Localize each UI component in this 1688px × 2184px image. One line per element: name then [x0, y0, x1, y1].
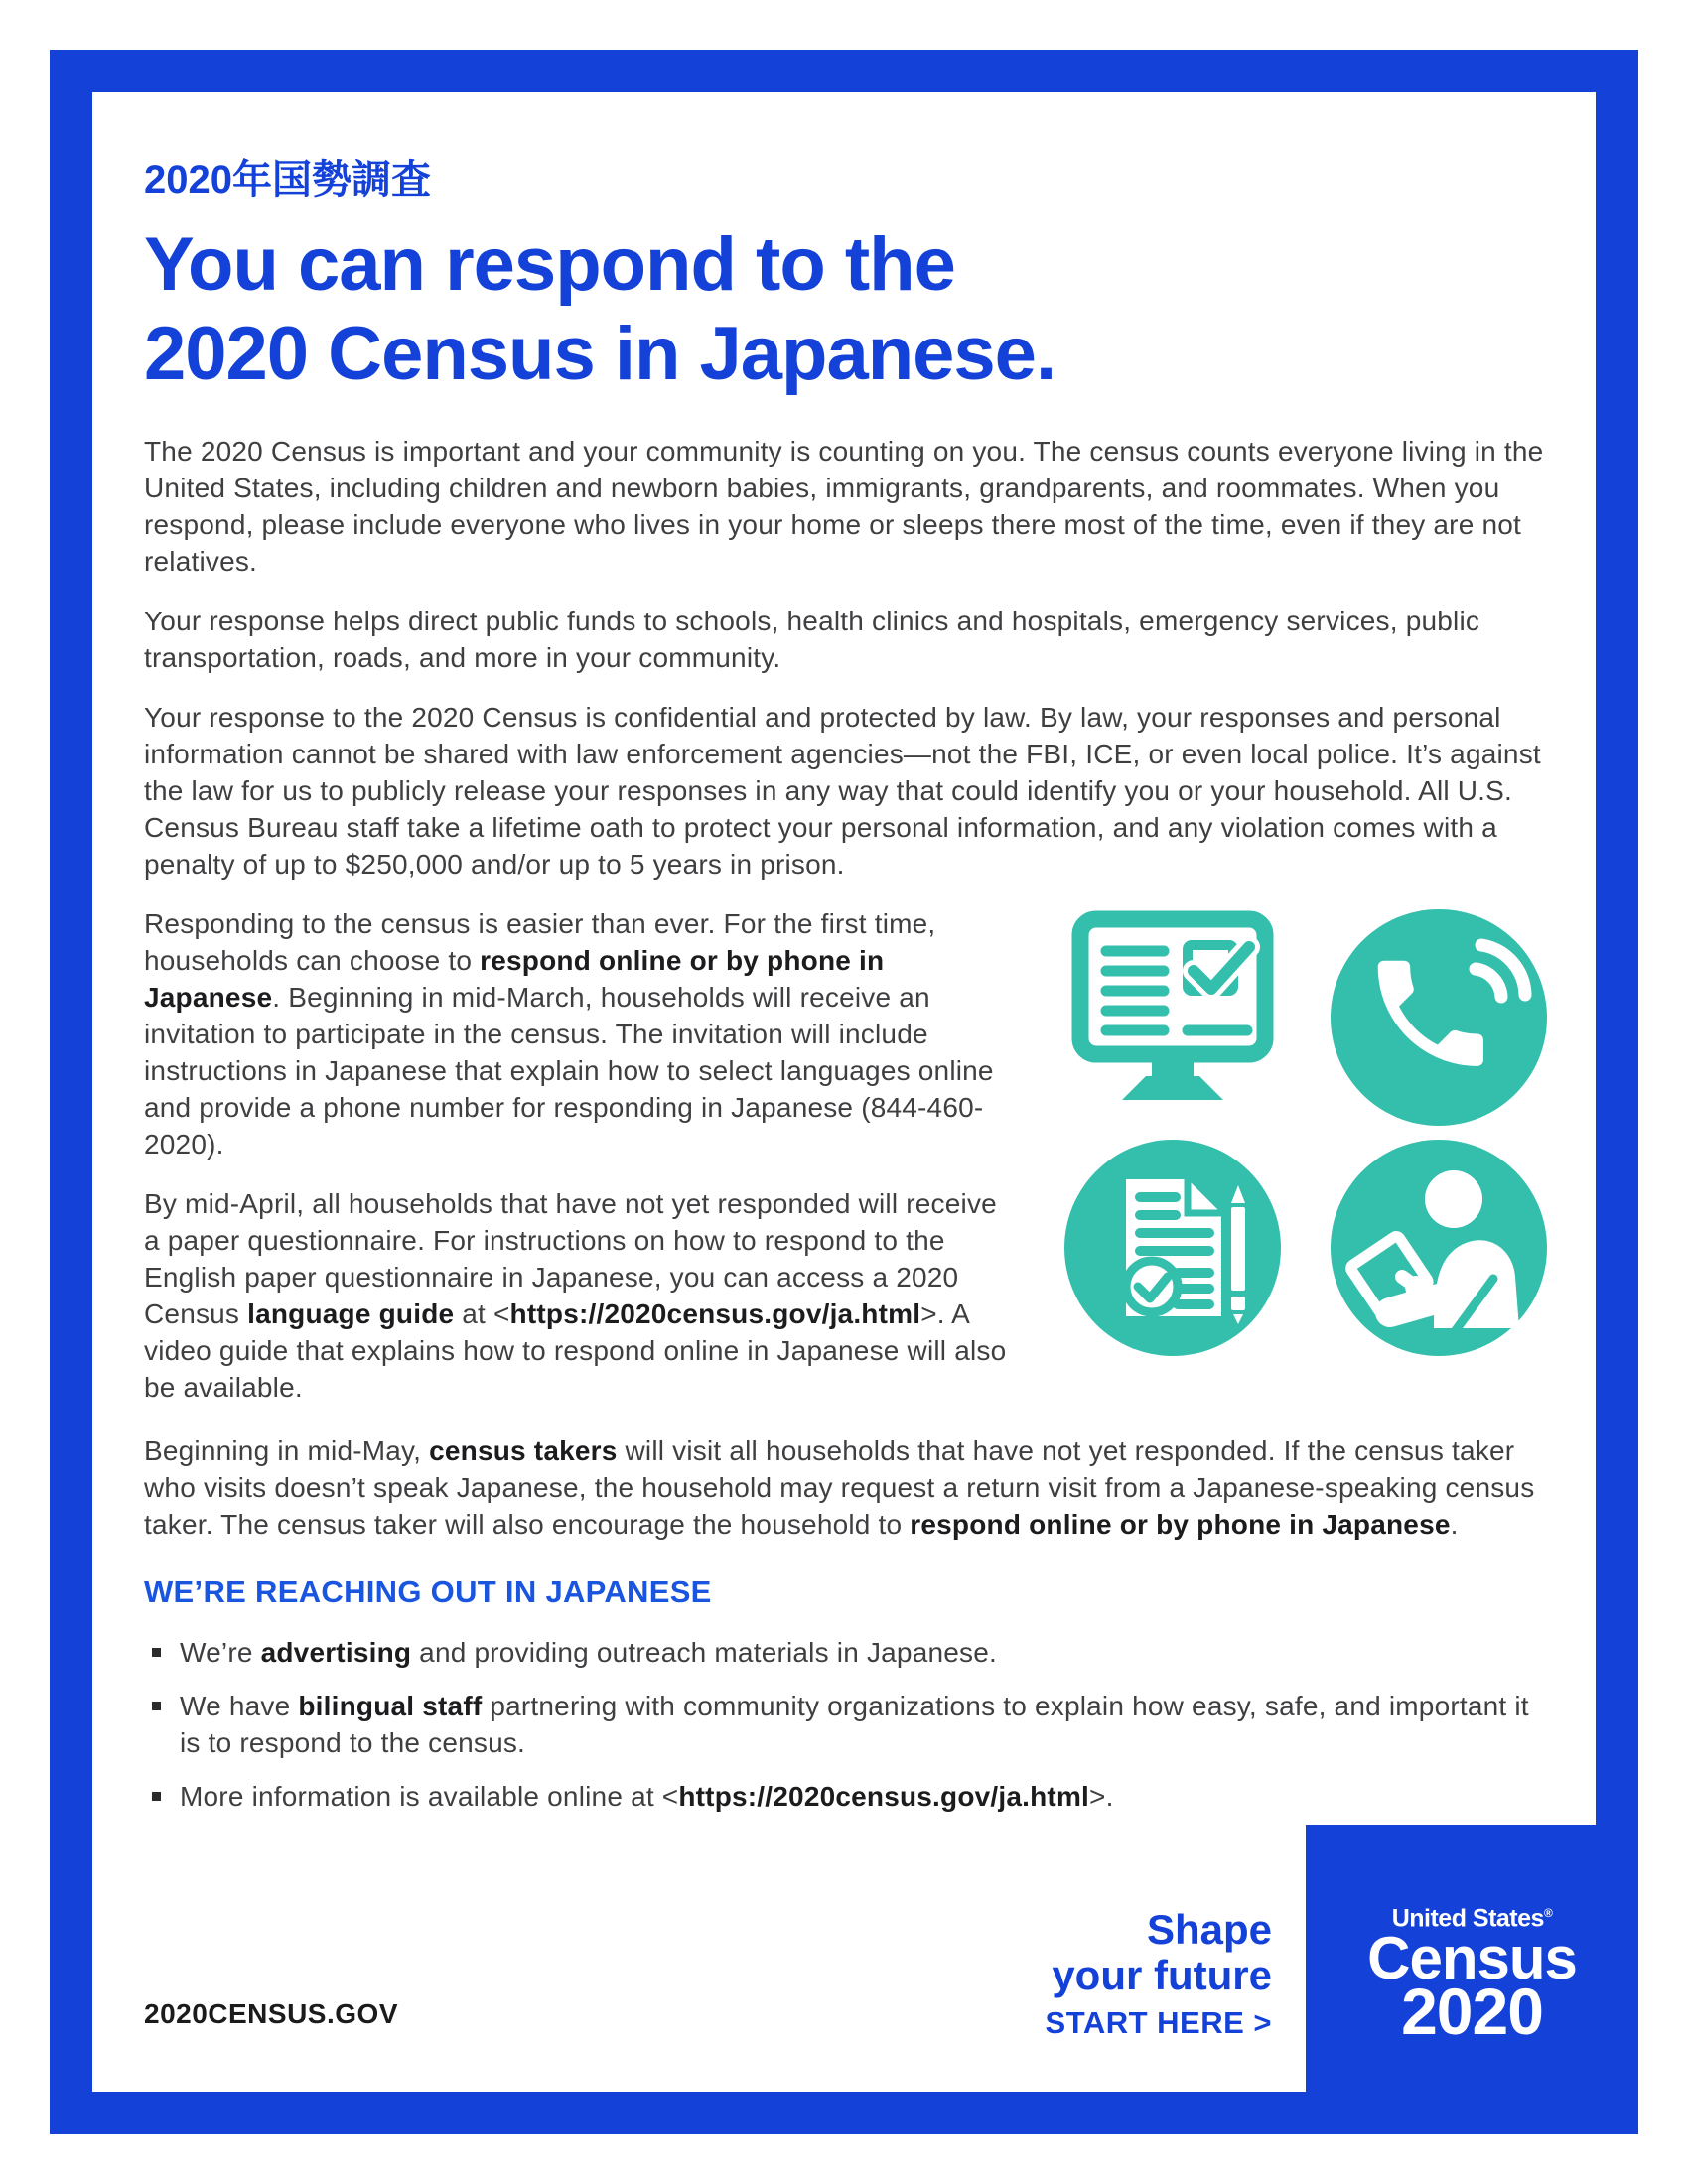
paragraph-respond-online-phone: Responding to the census is easier than ever. For the first time, households can choose to respond online or by phone in Japanese. Beginning in mid-March, households will receive an invitation to participate in the census. The invitation will include instructions in Japanese that explain how to select languages online and provide a phone number for responding in Japanese (844-460-2020). [144, 908, 994, 1160]
computer-checklist-icon [1064, 909, 1281, 1126]
text-and-icons-row [144, 905, 1556, 1429]
census-website-url: 2020CENSUS.GOV [144, 1998, 398, 2029]
page-title-line1: You can respond to the [144, 222, 955, 307]
paragraph-public-funds: Your response helps direct public funds to schools, health clinics and hospitals, emergency services, public transportation, roads, and more in your community. [144, 606, 1480, 673]
respond-by-phone-icon [1324, 909, 1554, 1126]
paragraph-confidentiality: Your response to the 2020 Census is confidential and protected by law. By law, your responses and personal information cannot be shared with law enforcement agencies—not the FBI, ICE, or even local police. It’s against the law for us to publicly release your responses in any way that could identify you or your household. All U.S. Census Bureau staff take a lifetime oath to protect your personal information, and any violation comes with a penalty of up to $250,000 and/or up to 5 years in prison. [144, 702, 1541, 880]
tagline-line1: Shape [1146, 1906, 1272, 1953]
response-methods-icon-grid [1057, 909, 1554, 1429]
logo-year-2020: 2020 [1401, 1975, 1543, 2049]
main-content [92, 92, 1596, 1832]
tagline-start-here: START HERE > [1045, 2005, 1272, 2040]
outreach-section-heading: WE’RE REACHING OUT IN JAPANESE [144, 1574, 712, 1609]
document-check-icon [1064, 1140, 1281, 1356]
bullet-more-information: More information is available online at <https://2020census.gov/ja.html>. [144, 1778, 1556, 1815]
page-title-line2: 2020 Census in Japanese. [144, 312, 1056, 396]
bullet-advertising: We’re advertising and providing outreach materials in Japanese. [144, 1634, 1556, 1671]
phone-icon [1331, 909, 1547, 1126]
census-2020-logo [1306, 1825, 1638, 2134]
person-reading-icon [1331, 1140, 1547, 1356]
census-taker-visit-icon [1324, 1140, 1554, 1356]
japanese-kicker: 2020年国勢調査 [144, 158, 431, 202]
paragraph-paper-questionnaire: By mid-April, all households that have not yet responded will receive a paper questionnaire. For instructions on how to respond to the English paper questionnaire in Japanese, you can access a 2020 Census language guide at <https://2020census.gov/ja.html>. A video guide that explains how to respond online in Japanese will also be available. [144, 1188, 1007, 1403]
respond-online-computer-icon [1057, 909, 1288, 1126]
tagline-line2: your future [1052, 1952, 1272, 1998]
paragraph-importance: The 2020 Census is important and your community is counting on you. The census counts everyone living in the United States, including children and newborn babies, immigrants, grandparents, and roommates. When you respond, please include everyone who lives in your home or sleeps there most of the time, even if they are not relatives. [144, 436, 1544, 577]
left-text-column [144, 905, 1010, 1429]
outreach-bullet-list [144, 1634, 1556, 1815]
bullet-bilingual-staff: We have bilingual staff partnering with community organizations to explain how easy, safe, and important it is to respond to the census. [144, 1688, 1556, 1761]
paper-questionnaire-icon [1057, 1140, 1288, 1356]
logo-census-wordmark: Census [1367, 1925, 1577, 1992]
logo-united-states: United States® [1391, 1904, 1553, 1933]
page-border-frame [50, 50, 1638, 2134]
paragraph-census-takers: Beginning in mid-May, census takers will visit all households that have not yet responded. If the census taker who visits doesn’t speak Japanese, the household may request a return visit from a Japanese-speaking census taker. The census taker will also encourage the household to respond online or by phone in Japanese. [144, 1435, 1535, 1540]
page-title [144, 220, 1556, 399]
shape-your-future-tagline [1046, 1907, 1272, 2040]
registered-trademark-icon: ® [1543, 1906, 1553, 1920]
